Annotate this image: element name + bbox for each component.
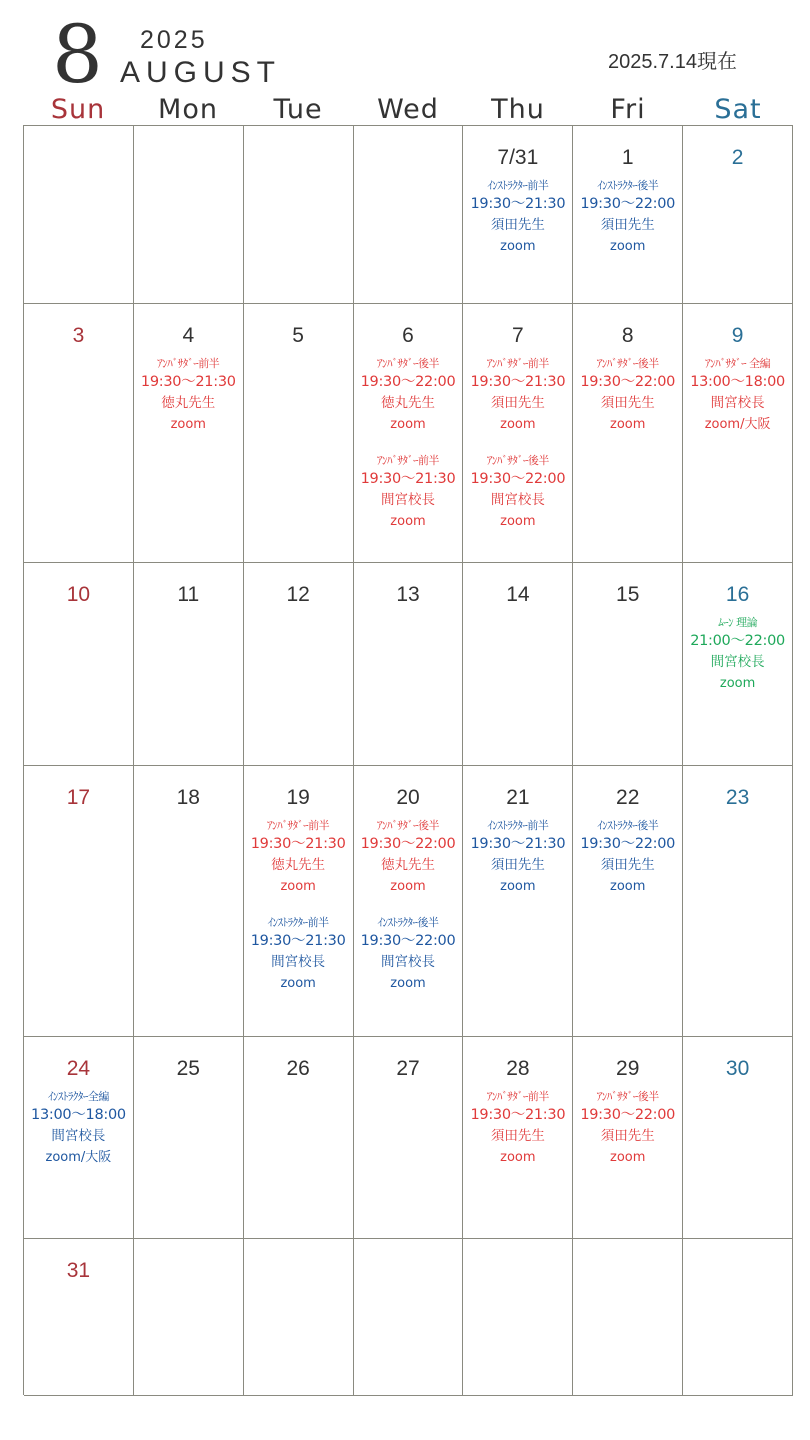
day-cell[interactable] bbox=[24, 1239, 134, 1396]
day-number: 7/31 bbox=[497, 146, 539, 169]
event-place: zoom bbox=[390, 976, 426, 991]
event-teacher: 須田先生 bbox=[600, 857, 655, 873]
day-number: 13 bbox=[396, 583, 420, 606]
day-cell[interactable] bbox=[683, 766, 793, 1037]
event-title: ｱﾝﾊﾞｻﾀﾞｰ前半 bbox=[486, 1090, 549, 1103]
year-label: 2025 bbox=[140, 26, 208, 54]
day-number: 22 bbox=[616, 786, 640, 809]
calendar-event[interactable] bbox=[683, 615, 792, 694]
event-place: zoom bbox=[500, 417, 536, 432]
weekday-wed: Wed bbox=[377, 94, 439, 125]
day-cell[interactable] bbox=[463, 126, 573, 304]
event-time: 19:30〜22:00 bbox=[580, 836, 676, 852]
event-time: 19:30〜21:30 bbox=[470, 196, 566, 212]
day-cell[interactable] bbox=[573, 126, 683, 304]
event-time: 19:30〜22:00 bbox=[470, 471, 566, 487]
event-teacher: 間宮校長 bbox=[710, 654, 765, 670]
event-title: ｲﾝｽﾄﾗｸﾀｰ後半 bbox=[377, 916, 439, 929]
weekday-header-row bbox=[23, 94, 793, 126]
day-number: 24 bbox=[66, 1057, 91, 1080]
day-number: 28 bbox=[506, 1057, 530, 1080]
event-title: ﾑｰﾝ 理論 bbox=[718, 616, 758, 629]
event-time: 19:30〜22:00 bbox=[580, 374, 676, 390]
event-teacher: 間宮校長 bbox=[271, 954, 326, 970]
calendar-event[interactable] bbox=[683, 356, 792, 435]
day-number: 21 bbox=[506, 786, 530, 809]
weekday-thu: Thu bbox=[491, 94, 545, 125]
day-cell bbox=[354, 1239, 464, 1396]
event-place: zoom bbox=[610, 879, 646, 894]
day-number: 20 bbox=[396, 786, 420, 809]
day-number: 8 bbox=[621, 324, 634, 347]
event-time: 19:30〜22:00 bbox=[580, 196, 676, 212]
day-cell[interactable] bbox=[244, 304, 354, 563]
event-teacher: 須田先生 bbox=[490, 857, 545, 873]
day-number: 26 bbox=[286, 1057, 310, 1080]
event-place: zoom bbox=[500, 879, 536, 894]
day-cell bbox=[134, 1239, 244, 1396]
day-number: 6 bbox=[402, 324, 414, 347]
event-place: zoom bbox=[610, 1150, 646, 1165]
event-title: ｲﾝｽﾄﾗｸﾀｰ前半 bbox=[267, 916, 329, 929]
day-cell[interactable] bbox=[354, 563, 464, 766]
day-cell bbox=[354, 126, 464, 304]
event-time: 19:30〜21:30 bbox=[470, 374, 566, 390]
calendar-grid bbox=[23, 125, 793, 1395]
event-place: zoom/大阪 bbox=[45, 1150, 112, 1165]
event-place: zoom bbox=[280, 976, 316, 991]
event-place: zoom/大阪 bbox=[704, 417, 771, 432]
event-teacher: 徳丸先生 bbox=[381, 395, 435, 411]
calendar-event[interactable] bbox=[354, 915, 463, 994]
day-cell bbox=[134, 126, 244, 304]
day-number: 23 bbox=[725, 786, 750, 809]
day-cell[interactable] bbox=[354, 304, 464, 563]
day-number: 14 bbox=[506, 583, 530, 606]
calendar-event[interactable] bbox=[134, 356, 243, 435]
day-cell[interactable] bbox=[134, 1037, 244, 1239]
as-of-date: 2025.7.14現在 bbox=[608, 51, 737, 73]
day-number: 4 bbox=[182, 324, 195, 347]
weekday-sun: Sun bbox=[50, 94, 106, 125]
event-place: zoom bbox=[170, 417, 206, 432]
day-number: 31 bbox=[66, 1259, 91, 1282]
day-cell[interactable] bbox=[244, 563, 354, 766]
day-cell[interactable] bbox=[24, 304, 134, 563]
event-place: zoom bbox=[500, 514, 536, 529]
day-number: 18 bbox=[176, 786, 200, 809]
event-teacher: 徳丸先生 bbox=[271, 857, 326, 873]
day-cell bbox=[463, 1239, 573, 1396]
event-time: 19:30〜21:30 bbox=[140, 374, 236, 390]
calendar-event[interactable] bbox=[573, 178, 682, 257]
day-number: 16 bbox=[725, 583, 750, 606]
weekday-tue: Tue bbox=[273, 94, 323, 125]
day-cell[interactable] bbox=[463, 563, 573, 766]
day-number: 17 bbox=[66, 786, 91, 809]
day-number: 15 bbox=[616, 583, 640, 606]
week-row bbox=[24, 126, 793, 304]
event-title: ｱﾝﾊﾞｻﾀﾞｰ後半 bbox=[596, 357, 659, 370]
event-title: ｲﾝｽﾄﾗｸﾀｰ全編 bbox=[47, 1090, 109, 1103]
calendar-event[interactable] bbox=[573, 1089, 682, 1168]
event-title: ｱﾝﾊﾞｻﾀﾞｰ前半 bbox=[267, 819, 330, 832]
day-cell[interactable] bbox=[683, 304, 793, 563]
event-place: zoom bbox=[280, 879, 316, 894]
event-place: zoom bbox=[610, 417, 646, 432]
calendar-event[interactable] bbox=[463, 818, 572, 897]
event-title: ｲﾝｽﾄﾗｸﾀｰ後半 bbox=[597, 179, 659, 192]
day-cell[interactable] bbox=[134, 766, 244, 1037]
calendar-event[interactable] bbox=[354, 453, 463, 532]
day-number: 1 bbox=[621, 146, 634, 169]
event-time: 19:30〜22:00 bbox=[360, 374, 456, 390]
event-teacher: 須田先生 bbox=[600, 217, 655, 233]
calendar-event[interactable] bbox=[463, 178, 572, 257]
day-number: 10 bbox=[66, 583, 91, 606]
event-title: ｱﾝﾊﾞｻﾀﾞｰ後半 bbox=[377, 357, 439, 370]
day-cell[interactable] bbox=[573, 766, 683, 1037]
day-number: 30 bbox=[725, 1057, 750, 1080]
day-number: 9 bbox=[731, 324, 744, 347]
event-time: 13:00〜18:00 bbox=[690, 374, 785, 390]
event-time: 19:30〜21:30 bbox=[470, 1107, 566, 1123]
day-number: 12 bbox=[286, 583, 310, 606]
day-cell[interactable] bbox=[244, 766, 354, 1037]
day-cell[interactable] bbox=[683, 1037, 793, 1239]
day-number: 19 bbox=[286, 786, 310, 809]
event-time: 19:30〜21:30 bbox=[360, 471, 456, 487]
event-teacher: 間宮校長 bbox=[710, 395, 765, 411]
event-teacher: 須田先生 bbox=[600, 395, 655, 411]
calendar-event[interactable] bbox=[463, 1089, 572, 1168]
event-place: zoom bbox=[500, 1150, 536, 1165]
event-place: zoom bbox=[390, 514, 426, 529]
day-cell[interactable] bbox=[683, 563, 793, 766]
event-title: ｱﾝﾊﾞｻﾀﾞｰ前半 bbox=[486, 357, 549, 370]
calendar-event[interactable] bbox=[463, 356, 572, 435]
day-cell[interactable] bbox=[24, 563, 134, 766]
day-number: 3 bbox=[72, 324, 85, 347]
day-cell bbox=[683, 1239, 793, 1396]
calendar-event[interactable] bbox=[24, 1089, 133, 1168]
event-time: 13:00〜18:00 bbox=[31, 1107, 126, 1123]
day-cell bbox=[244, 1239, 354, 1396]
day-cell[interactable] bbox=[24, 1037, 134, 1239]
week-row bbox=[24, 563, 793, 766]
event-teacher: 間宮校長 bbox=[381, 492, 435, 508]
event-title: ｱﾝﾊﾞｻﾀﾞｰ前半 bbox=[157, 357, 220, 370]
week-row bbox=[24, 766, 793, 1037]
event-teacher: 徳丸先生 bbox=[161, 395, 216, 411]
day-cell[interactable] bbox=[134, 304, 244, 563]
event-title: ｲﾝｽﾄﾗｸﾀｰ後半 bbox=[597, 819, 659, 832]
event-teacher: 須田先生 bbox=[490, 395, 545, 411]
calendar-event[interactable] bbox=[573, 818, 682, 897]
event-title: ｱﾝﾊﾞｻﾀﾞｰ前半 bbox=[377, 454, 439, 467]
calendar-event[interactable] bbox=[354, 356, 463, 435]
day-cell bbox=[244, 126, 354, 304]
day-number: 11 bbox=[177, 583, 200, 606]
event-teacher: 須田先生 bbox=[490, 217, 545, 233]
event-place: zoom bbox=[719, 676, 756, 691]
event-title: ｲﾝｽﾄﾗｸﾀｰ前半 bbox=[487, 819, 549, 832]
weekday-fri: Fri bbox=[610, 94, 646, 125]
day-cell[interactable] bbox=[573, 563, 683, 766]
day-number: 27 bbox=[396, 1057, 420, 1080]
day-number: 5 bbox=[292, 324, 304, 347]
weekday-mon: Mon bbox=[158, 94, 218, 125]
event-time: 19:30〜21:30 bbox=[250, 933, 346, 949]
event-title: ｱﾝﾊﾞｻﾀﾞｰ後半 bbox=[486, 454, 549, 467]
week-row bbox=[24, 1037, 793, 1239]
day-cell[interactable] bbox=[354, 1037, 464, 1239]
calendar-event[interactable] bbox=[573, 356, 682, 435]
day-cell[interactable] bbox=[463, 766, 573, 1037]
event-teacher: 徳丸先生 bbox=[381, 857, 435, 873]
weekday-sat: Sat bbox=[714, 94, 762, 125]
week-row bbox=[24, 304, 793, 563]
event-title: ｱﾝﾊﾞｻﾀﾞｰ 全編 bbox=[705, 357, 771, 370]
event-time: 19:30〜21:30 bbox=[250, 836, 346, 852]
day-cell[interactable] bbox=[134, 563, 244, 766]
month-name: AUGUST bbox=[120, 56, 282, 89]
event-time: 21:00〜22:00 bbox=[690, 633, 785, 649]
event-title: ｲﾝｽﾄﾗｸﾀｰ前半 bbox=[487, 179, 549, 192]
event-time: 19:30〜22:00 bbox=[580, 1107, 676, 1123]
event-title: ｱﾝﾊﾞｻﾀﾞｰ後半 bbox=[377, 819, 439, 832]
day-cell[interactable] bbox=[24, 766, 134, 1037]
calendar-event[interactable] bbox=[354, 818, 463, 897]
calendar-event[interactable] bbox=[244, 818, 353, 897]
day-number: 29 bbox=[616, 1057, 640, 1080]
day-cell bbox=[24, 126, 134, 304]
week-row bbox=[24, 1239, 793, 1396]
event-time: 19:30〜22:00 bbox=[360, 836, 456, 852]
day-number: 2 bbox=[731, 146, 744, 169]
event-teacher: 須田先生 bbox=[600, 1128, 655, 1144]
day-cell[interactable] bbox=[683, 126, 793, 304]
day-cell[interactable] bbox=[463, 1037, 573, 1239]
day-cell[interactable] bbox=[573, 1037, 683, 1239]
event-place: zoom bbox=[610, 239, 646, 254]
day-cell bbox=[573, 1239, 683, 1396]
day-number: 25 bbox=[176, 1057, 200, 1080]
event-time: 19:30〜22:00 bbox=[360, 933, 456, 949]
event-teacher: 間宮校長 bbox=[490, 492, 545, 508]
event-place: zoom bbox=[390, 417, 426, 432]
event-teacher: 間宮校長 bbox=[381, 954, 435, 970]
day-cell[interactable] bbox=[244, 1037, 354, 1239]
event-teacher: 間宮校長 bbox=[51, 1128, 106, 1144]
calendar-event[interactable] bbox=[244, 915, 353, 994]
month-number: 8 bbox=[52, 8, 103, 101]
event-teacher: 須田先生 bbox=[490, 1128, 545, 1144]
day-cell[interactable] bbox=[573, 304, 683, 563]
event-title: ｱﾝﾊﾞｻﾀﾞｰ後半 bbox=[596, 1090, 659, 1103]
day-number: 7 bbox=[512, 324, 524, 347]
day-cell[interactable] bbox=[463, 304, 573, 563]
event-time: 19:30〜21:30 bbox=[470, 836, 566, 852]
event-place: zoom bbox=[500, 239, 536, 254]
calendar-event[interactable] bbox=[463, 453, 572, 532]
event-place: zoom bbox=[390, 879, 426, 894]
day-cell[interactable] bbox=[354, 766, 464, 1037]
